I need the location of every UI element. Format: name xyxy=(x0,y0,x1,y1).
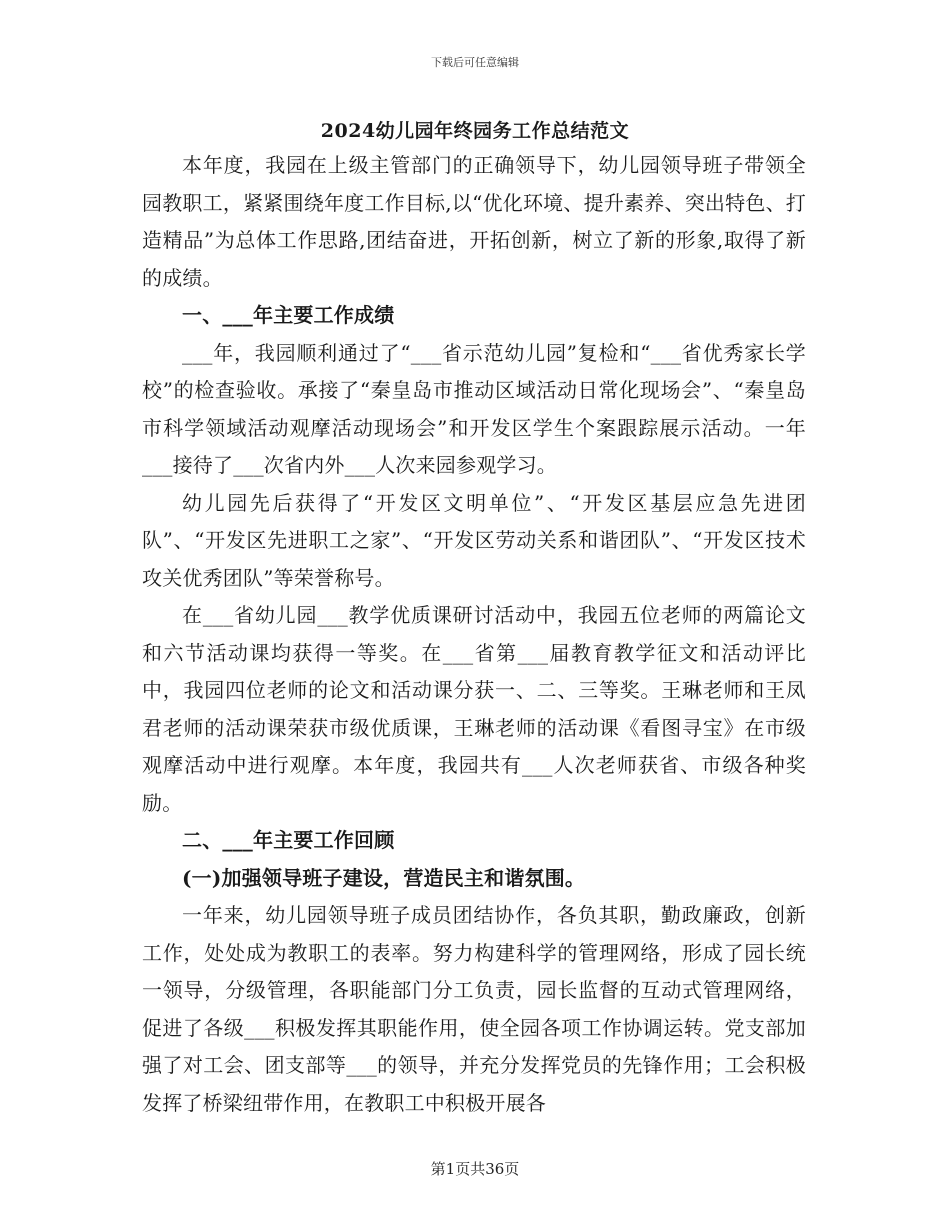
paragraph: ___年，我园顺利通过了“___省示范幼儿园”复检和“___省优秀家长学校”的检查验收。承接了“秦皇岛市推动区域活动日常化现场会”、“秦皇岛市科学领域活动观摩活动现场会”和开发区学生个案跟踪展示活动。一年___接待了___次省内外___人次来园参观学习。 xyxy=(142,340,806,477)
paragraph: 在___省幼儿园___教学优质课研讨活动中，我园五位老师的两篇论文和六节活动课均获得一等奖。在___省第___届教育教学征文和活动评比中，我园四位老师的论文和活动课分获一、二、三等奖。王琳老师和王凤君老师的活动课荣获市级优质课，王琳老师的活动课《看图寻宝》在市级观摩活动中进行观摩。本年度，我园共有___人次老师获省、市级各种奖励。 xyxy=(142,603,806,815)
section-heading: 一、___年主要工作成绩 xyxy=(182,303,395,327)
paragraph: 幼儿园先后获得了“开发区文明单位”、“开发区基层应急先进团队”、“开发区先进职工之家”、“开发区劳动关系和谐团队”、“开发区技术攻关优秀团队”等荣誉称号。 xyxy=(142,490,806,590)
document-body xyxy=(142,147,806,1122)
header-note: 下载后可任意编辑 xyxy=(431,56,519,69)
page-number: 第1页共36页 xyxy=(430,1160,520,1178)
paragraph: 本年度，我园在上级主管部门的正确领导下，幼儿园领导班子带领全园教职工，紧紧围绕年度工作目标,以“优化环境、提升素养、突出特色、打造精品”为总体工作思路,团结奋进，开拓创新，树立了新的形象,取得了新的成绩。 xyxy=(142,153,806,290)
subsection-heading: (一)加强领导班子建设，营造民主和谐氛围。 xyxy=(182,865,586,890)
paragraph: 一年来，幼儿园领导班子成员团结协作，各负其职，勤政廉政，创新工作，处处成为教职工的表率。努力构建科学的管理网络，形成了园长统一领导，分级管理，各职能部门分工负责，园长监督的互动式管理网络，促进了各级___积极发挥其职能作用，使全园各项工作协调运转。党支部加强了对工会、团支部等___的领导，并充分发挥党员的先锋作用；工会积极发挥了桥梁纽带作用，在教职工中积极开展各 xyxy=(142,903,806,1115)
section-heading: 二、___年主要工作回顾 xyxy=(182,828,395,852)
document-title: 2024幼儿园年终园务工作总结范文 xyxy=(320,120,630,142)
